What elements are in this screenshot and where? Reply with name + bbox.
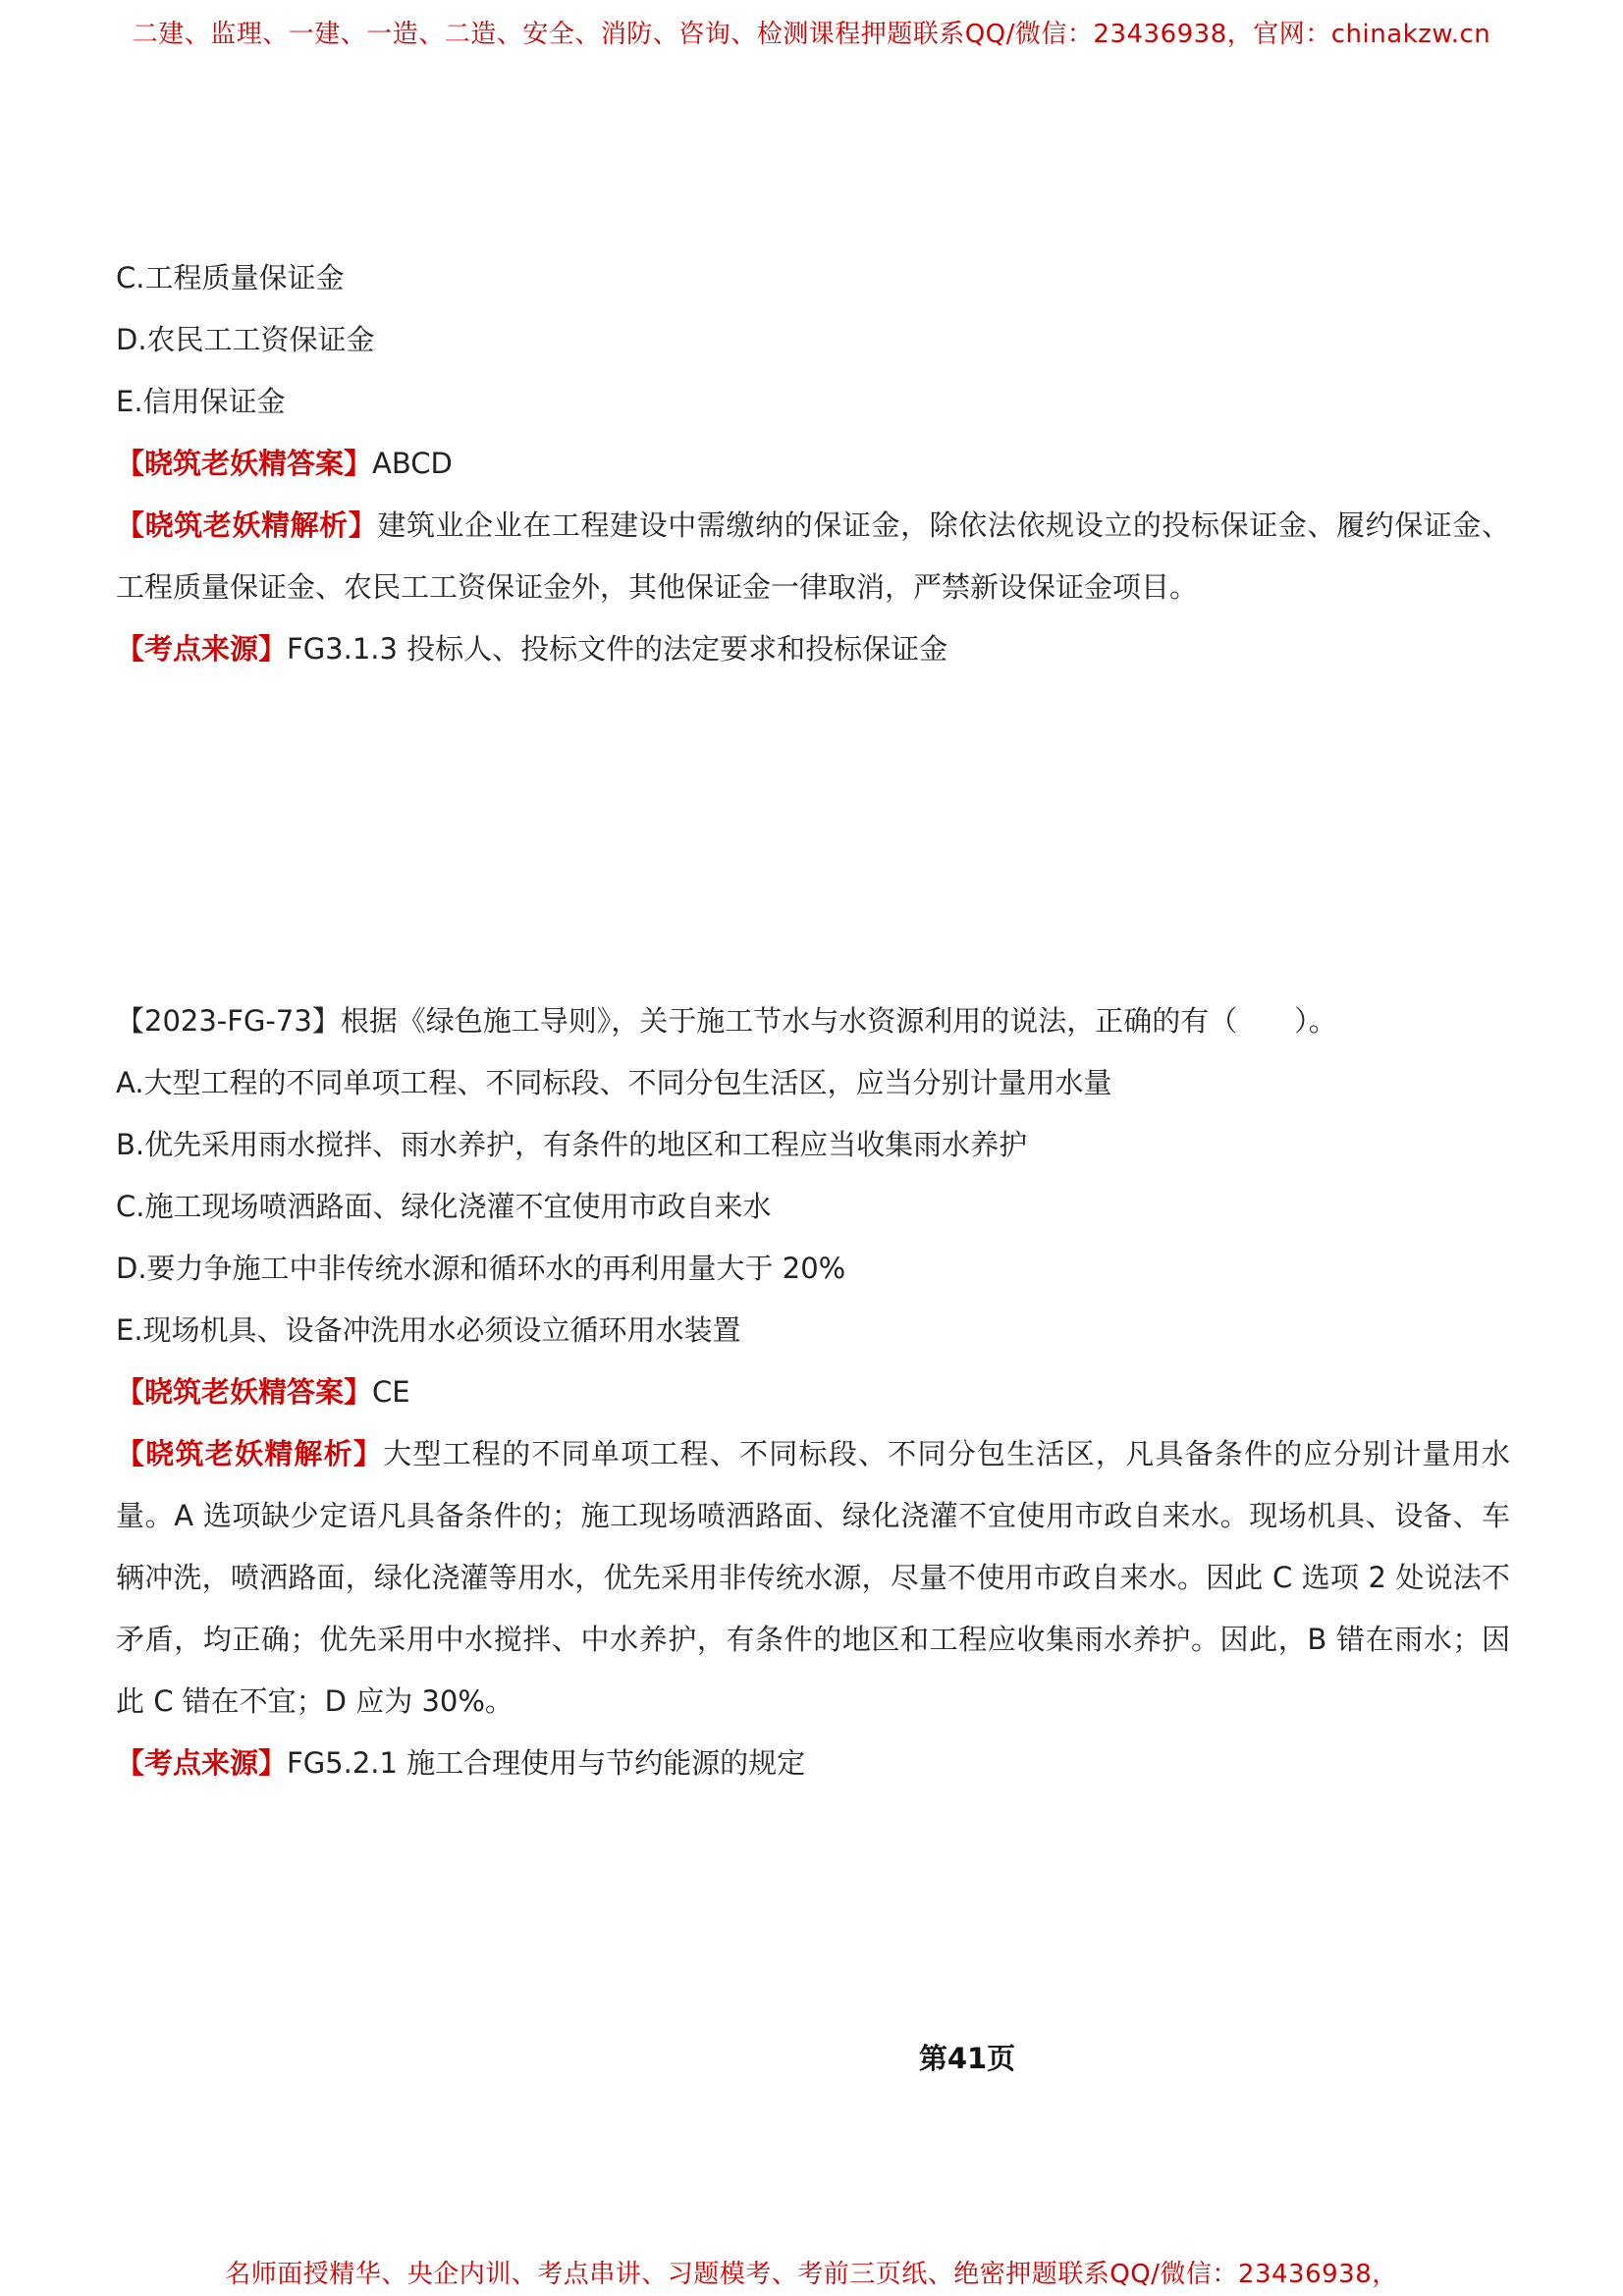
q2-option-b: B.优先采用雨水搅拌、雨水养护，有条件的地区和工程应当收集雨水养护 <box>116 1128 1028 1161</box>
q1-source <box>116 618 1510 680</box>
q2-answer-tag: 【晓筑老妖精答案】 <box>116 1375 373 1409</box>
q2-option-a: A.大型工程的不同单项工程、不同标段、不同分包生活区，应当分别计量用水量 <box>116 1066 1112 1099</box>
q2-answer-value: CE <box>372 1375 410 1409</box>
q1-answer-value: ABCD <box>372 447 453 480</box>
q2-source-text: FG5.2.1 施工合理使用与节约能源的规定 <box>287 1746 806 1780</box>
q2-analysis-text: 大型工程的不同单项工程、不同标段、不同分包生活区，凡具备条件的应分别计量用水量。A 选项缺少定语凡具备条件的；施工现场喷洒路面、绿化浇灌不宜使用市政自来水。现场机具、设备、车辆冲洗，喷洒路面，绿化浇灌等用水，优先采用非传统水源，尽量不使用市政自来水。因此 C 选项 2 处说法不矛盾，均正确；优先采用中水搅拌、中水养护，有条件的地区和工程应收集雨水养护。因此，B 错在雨水；因此 C 错在不宜；D 应为 30%。 <box>116 1437 1510 1718</box>
q2-source-tag: 【考点来源】 <box>116 1746 288 1780</box>
q1-option-d: D.农民工工资保证金 <box>116 323 375 356</box>
header-banner: 二建、监理、一建、一造、二造、安全、消防、咨询、检测课程押题联系QQ/微信：23436938，官网：chinakzw.cn <box>132 20 1491 49</box>
q1-source-text: FG3.1.3 投标人、投标文件的法定要求和投标保证金 <box>287 632 948 666</box>
q1-analysis-tag: 【晓筑老妖精解析】 <box>116 508 378 542</box>
q1-option-e: E.信用保证金 <box>116 385 286 418</box>
q2-answer <box>116 1362 1510 1423</box>
q1-analysis-text: 建筑业企业在工程建设中需缴纳的保证金，除依法依规设立的投标保证金、履约保证金、工程质量保证金、农民工工资保证金外，其他保证金一律取消，严禁新设保证金项目。 <box>116 508 1510 604</box>
q1-analysis <box>116 495 1510 618</box>
q1-answer-tag: 【晓筑老妖精答案】 <box>116 447 373 480</box>
q2-question: 【2023-FG-73】根据《绿色施工导则》，关于施工节水与水资源利用的说法，正确的有（ ）。 <box>116 1004 1337 1038</box>
q1-source-tag: 【考点来源】 <box>116 632 288 666</box>
q2-option-d: D.要力争施工中非传统水源和循环水的再利用量大于 20% <box>116 1252 846 1285</box>
q1-answer <box>116 433 1510 495</box>
footer-banner: 名师面授精华、央企内训、考点串讲、习题模考、考前三页纸、绝密押题联系QQ/微信：23436938， <box>225 2260 1398 2289</box>
q2-analysis-tag: 【晓筑老妖精解析】 <box>116 1437 384 1470</box>
q2-option-c: C.施工现场喷洒路面、绿化浇灌不宜使用市政自来水 <box>116 1190 772 1223</box>
q2-option-e: E.现场机具、设备冲洗用水必须设立循环用水装置 <box>116 1313 741 1347</box>
q2-source <box>116 1733 1510 1794</box>
q1-option-c: C.工程质量保证金 <box>116 261 345 294</box>
page-number: 第41页 <box>918 2042 1016 2075</box>
q2-analysis <box>116 1423 1510 1733</box>
